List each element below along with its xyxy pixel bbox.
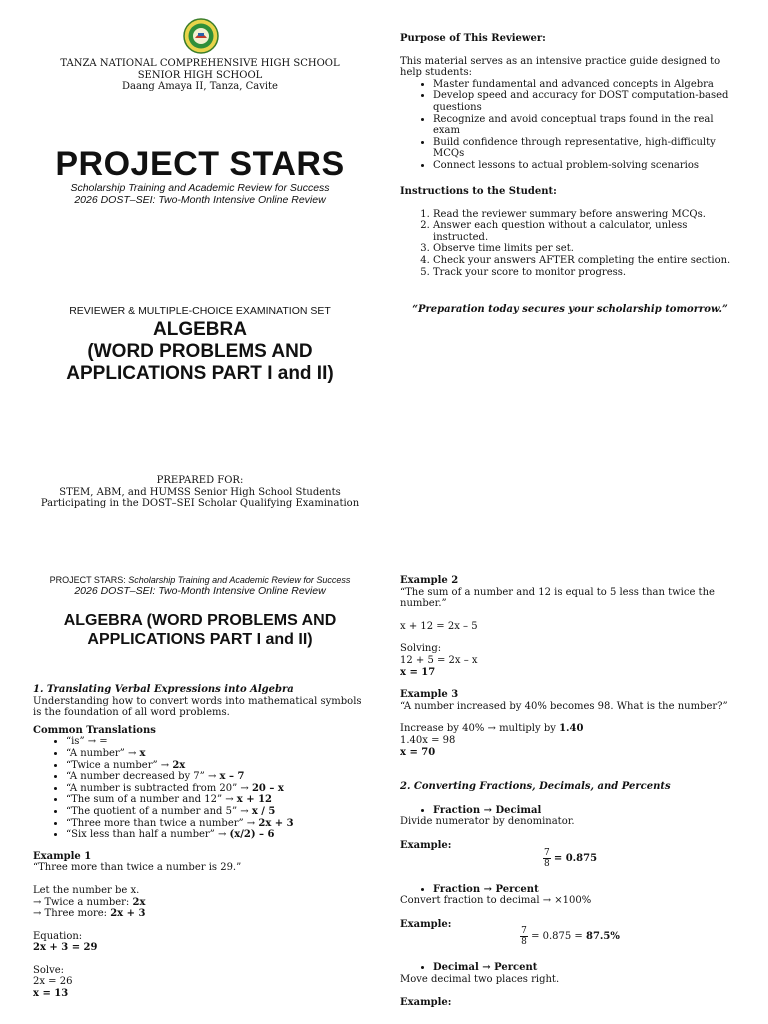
school-address: Daang Amaya II, Tanza, Cavite [122,81,278,93]
example-3-line2: 1.40x = 98 [400,734,456,746]
audience-line-2: Participating in the DOST–SEI Scholar Qualifying Examination [40,498,360,510]
fraction-to-percent-formula: $\frac{7}{8}$ = 0.875 = 87.5% [521,926,620,948]
purpose-list [400,79,740,172]
list-item: • Build confidence through representative, high-difficulty MCQs [433,137,740,160]
list-item: • “Six less than half a number” → (x/2) – 6 [66,829,368,841]
list-item: • “The quotient of a number and 5” → x / 5 [66,806,368,818]
section-2-title: 2. Converting Fractions, Decimals, and Percents [400,781,671,793]
project-subtitle: Scholarship Training and Academic Review for Success [70,182,330,194]
fraction-to-decimal-formula: $\frac{7}{8}$ = 0.875 [543,847,598,869]
example-1-solve-step: 2x = 26 [33,976,73,988]
fraction-to-decimal-example-label: Example: [400,839,452,851]
project-subtitle-2: 2026 DOST–SEI: Two-Month Intensive Online Review [74,194,326,206]
section-1-title: 1. Translating Verbal Expressions into Algebra [33,684,294,695]
examples-column [400,575,740,1009]
example-1-answer: x = 13 [33,988,69,1000]
example-3-line1: Increase by 40% → multiply by 1.40 [400,723,584,735]
example-1-let: Let the number be x. [33,884,140,896]
list-item: 4. Check your answers AFTER completing the entire section. [433,255,740,267]
example-3-heading: Example 3 [400,689,459,701]
example-2-heading: Example 2 [400,575,459,586]
example-1-heading: Example 1 [33,850,92,862]
audience-line-1: STEM, ABM, and HUMSS Senior High School Students [59,486,341,498]
example-2-answer: x = 17 [400,666,436,678]
set-label: REVIEWER & MULTIPLE-CHOICE EXAMINATION SET [69,305,331,317]
example-2-equation: x + 12 = 2x – 5 [400,620,478,632]
list-item: 3. Observe time limits per set. [433,243,740,255]
list-item: • Develop speed and accuracy for DOST computation-based questions [433,90,740,113]
example-2-step: 12 + 5 = 2x – x [400,654,478,666]
instructions-section [400,186,740,278]
instructions-list [400,209,740,279]
list-item: • Connect lessons to actual problem-solving scenarios [433,160,740,172]
list-item: • “A number decreased by 7” → x – 7 [66,771,368,783]
list-item: • “Three more than twice a number” → 2x + 3 [66,818,368,830]
list-item: • “is” → = [66,736,368,748]
purpose-heading: Purpose of This Reviewer: [400,33,546,44]
school-header [40,58,360,93]
page2-header-italic: Scholarship Training and Academic Review for Success [128,575,351,585]
list-item: • “A number” → x [66,748,368,760]
fraction-to-decimal-heading: • Fraction → Decimal [433,805,740,817]
subject-block [20,319,380,385]
subject-title-line3: APPLICATIONS PART I and II) [66,363,334,384]
list-item: 5. Track your score to monitor progress. [433,267,740,279]
prepared-for-label: PREPARED FOR: [156,475,244,486]
translations-list [33,736,368,840]
cover-title-block [20,146,380,206]
example-2-solving-label: Solving: [400,643,442,655]
list-item: 1. Read the reviewer summary before answering MCQs. [433,209,740,221]
common-translations-heading: Common Translations [33,724,156,736]
list-item: • Master fundamental and advanced concepts in Algebra [433,79,740,91]
project-title: PROJECT STARS [55,145,345,183]
purpose-section [400,33,740,172]
page2-title [20,611,380,649]
example-1-step1: → Twice a number: 2x [33,896,146,908]
decimal-to-percent-desc: Move decimal two places right. [400,973,560,985]
list-item: • “The sum of a number and 12” → x + 12 [66,794,368,806]
example-2-problem: “The sum of a number and 12 is equal to 5 less than twice the number.” [400,586,715,610]
example-1-step2: → Three more: 2x + 3 [33,908,146,920]
fraction-to-percent-heading: • Fraction → Percent [433,884,740,896]
purpose-intro: This material serves as an intensive practice guide designed to help students: [400,55,721,79]
fraction-to-decimal-desc: Divide numerator by denominator. [400,816,575,828]
decimal-to-percent-heading: • Decimal → Percent [433,962,740,974]
example-1-solve-label: Solve: [33,964,65,976]
section-translating [33,684,368,1000]
list-item: • “Twice a number” → 2x [66,760,368,772]
example-1-problem: “Three more than twice a number is 29.” [33,862,242,874]
school-division: SENIOR HIGH SCHOOL [137,69,263,81]
fraction-to-percent-example-label: Example: [400,918,452,930]
school-seal [183,18,219,54]
page2-header-line2: 2026 DOST–SEI: Two-Month Intensive Online Review [74,585,326,597]
page2-title-line1: ALGEBRA (WORD PROBLEMS AND [63,612,337,629]
list-item: • “A number is subtracted from 20” → 20 – x [66,783,368,795]
school-name: TANZA NATIONAL COMPREHENSIVE HIGH SCHOOL [60,58,340,69]
prepared-for-block [20,475,380,510]
page2-title-line2: APPLICATIONS PART I and II) [87,631,313,648]
page2-header [20,575,380,597]
example-3-problem: “A number increased by 40% becomes 98. What is the number?” [400,700,728,712]
subject-title-line2: (WORD PROBLEMS AND [87,341,313,362]
list-item: 2. Answer each question without a calculator, unless instructed. [433,220,740,243]
fraction-to-percent-desc: Convert fraction to decimal → ×100% [400,895,592,907]
motto-quote: “Preparation today secures your scholarship tomorrow.” [412,304,728,315]
decimal-to-percent-example-label: Example: [400,997,452,1009]
list-item: • Recognize and avoid conceptual traps found in the real exam [433,114,740,137]
example-3-answer: x = 70 [400,746,436,758]
example-1-equation: 2x + 3 = 29 [33,942,98,954]
instructions-heading: Instructions to the Student: [400,186,557,197]
section-1-intro: Understanding how to convert words into mathematical symbols is the foundation of all word problems. [33,695,362,719]
page2-header-prefix: PROJECT STARS: [49,575,129,585]
example-1-equation-label: Equation: [33,930,83,942]
subject-title: ALGEBRA [153,319,247,340]
